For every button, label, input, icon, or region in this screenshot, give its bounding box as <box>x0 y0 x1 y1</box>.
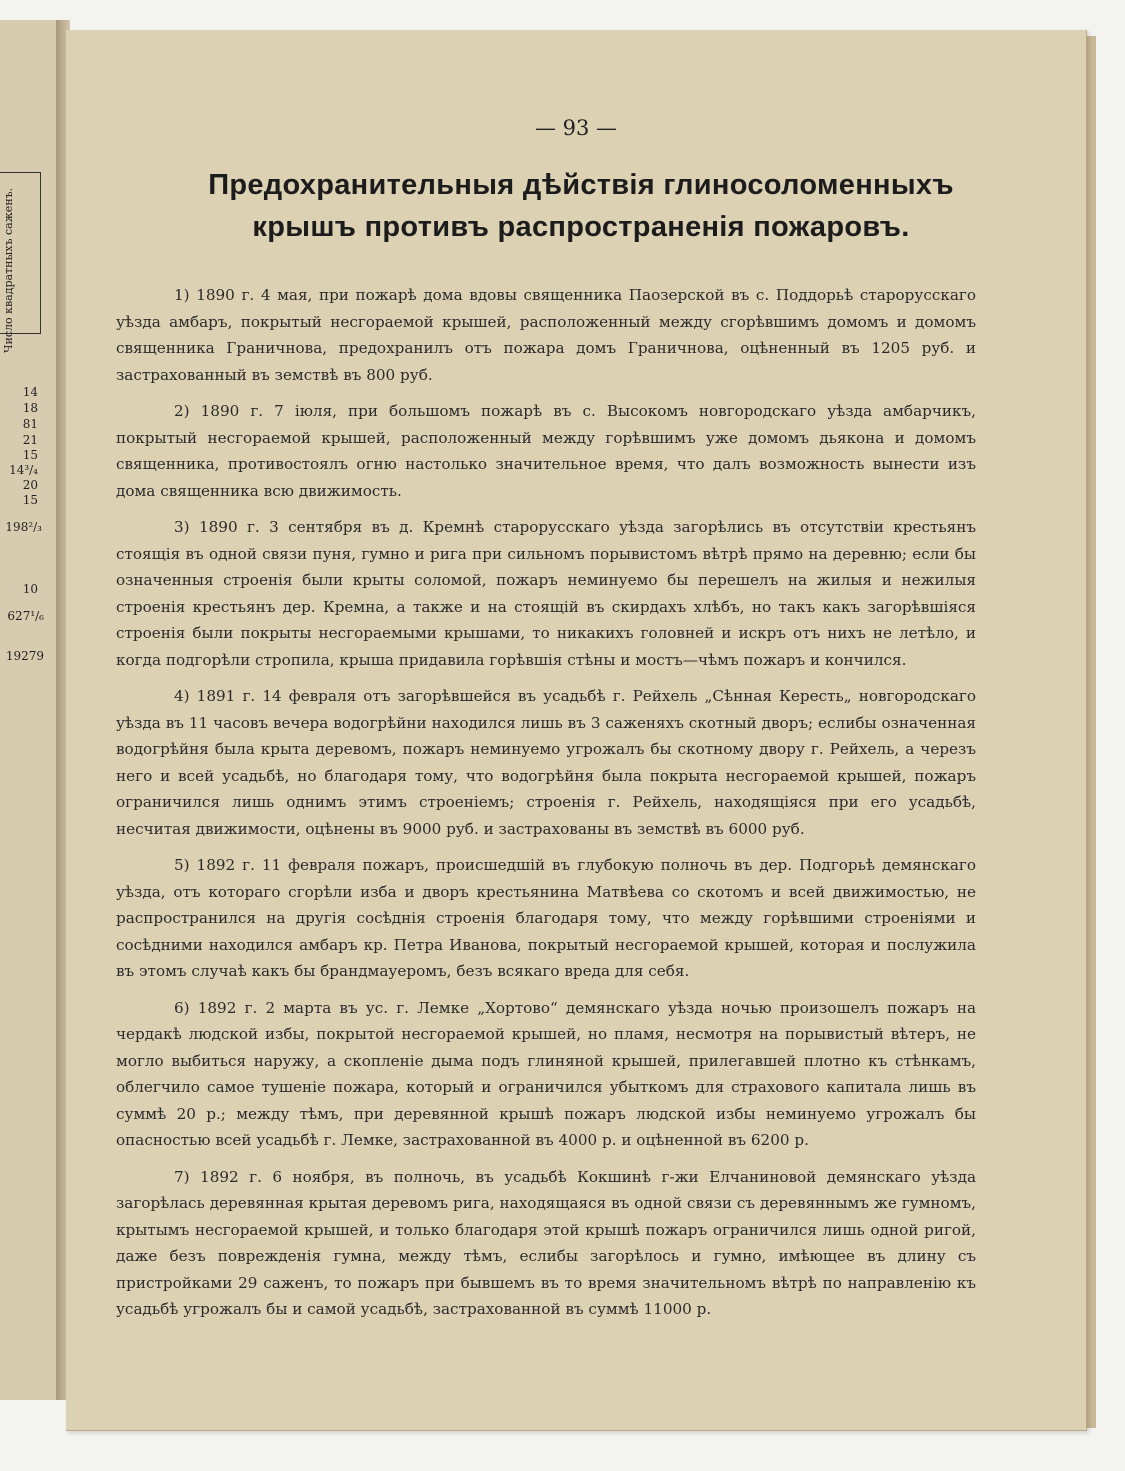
left-page-fragment <box>0 20 62 1400</box>
paragraph-3: 3) 1890 г. 3 сентября въ д. Кремнѣ старорусскаго уѣзда загорѣлись въ отсутствіи крестьянъ стоящія въ одной связи пуня, гумно и рига при сильномъ порывистомъ вѣтрѣ прямо на деревню; если бы означенныя строенія были крыты соломой, пожаръ неминуемо бы перешелъ на жилыя и нежилыя строенія крестьянъ дер. Кремна, а также и на стоящій въ скирдахъ хлѣбъ, но такъ какъ загорѣвшіяся строенія были покрыты несгораемыми крышами, то никакихъ головней и искръ отъ нихъ не летѣло, и когда подгорѣли стропила, крыша придавила горѣвшія стѣны и мостъ—чѣмъ пожаръ и кончился. <box>116 518 976 669</box>
paragraph-2: 2) 1890 г. 7 іюля, при большомъ пожарѣ въ с. Высокомъ новгородскаго уѣзда амбарчикъ, покрытый несгораемой крышей, расположенный между горѣвшимъ уже домомъ дьякона и домомъ священника, противостоялъ огню настолько значительное время, что далъ возможность вынести изъ дома священника всю движимость. <box>116 402 976 500</box>
page-title: Предохранительныя дѣйствія глиносоломенныхъ крышъ противъ распространенія пожаровъ. <box>208 169 954 243</box>
left-number: 14³/₄ <box>9 463 38 477</box>
left-number: 14 <box>22 385 38 399</box>
left-number: 10 <box>22 582 38 596</box>
left-number: 15 <box>22 493 38 507</box>
left-column-header <box>0 172 41 353</box>
page-edge <box>1086 36 1096 1428</box>
paragraph-7: 7) 1892 г. 6 ноября, въ полночь, въ усадьбѣ Кокшинѣ г-жи Елчаниновой демянскаго уѣзда загорѣлась деревянная крытая деревомъ рига, находящаяся въ одной связи съ деревяннымъ же гумномъ, крытымъ несгораемой крышей, и только благодаря этой крышѣ пожаръ ограничился лишь одной ригой, даже безъ поврежденія гумна, между тѣмъ, еслибы загорѣлось и гумно, имѣющее въ длину съ пристройками 29 саженъ, то пожаръ при бывшемъ въ то время значительномъ вѣтрѣ по направленію къ усадьбѣ угрожалъ бы и самой усадьбѣ, застрахованной въ суммѣ 11000 р. <box>116 1167 976 1318</box>
page-number: — 93 — <box>534 116 618 140</box>
left-number: 19279 <box>5 649 44 663</box>
left-number: 15 <box>22 448 38 462</box>
left-number: 81 <box>22 417 38 431</box>
body-text <box>116 282 976 1333</box>
left-number: 20 <box>22 478 38 492</box>
paragraph-4: 4) 1891 г. 14 февраля отъ загорѣвшейся въ усадьбѣ г. Рейхель „Сѣнная Кересть„ новгородскаго уѣзда въ 11 часовъ вечера водогрѣйни находился лишь въ 3 саженяхъ скотный дворъ; еслибы означенная водогрѣйня была крыта деревомъ, пожаръ неминуемо угрожалъ бы скотному двору г. Рейхель, а черезъ него и всей усадьбѣ, но благодаря тому, что водогрѣйня была покрыта несгораемой крышей, пожаръ ограничился лишь однимъ этимъ строеніемъ; строенія г. Рейхель, находящіяся при его усадьбѣ, несчитая движимости, оцѣнены въ 9000 руб. и застрахованы въ земствѣ въ 6000 руб. <box>116 687 976 838</box>
paragraph-5: 5) 1892 г. 11 февраля пожаръ, происшедшій въ глубокую полночь въ дер. Подгорьѣ демянскаго уѣзда, отъ котораго сгорѣли изба и дворъ крестьянина Матвѣева со скотомъ и всей движимостью, не распространился на другія сосѣднія строенія благодаря тому, что между горѣвшими строеніями и сосѣдними находился амбаръ кр. Петра Иванова, покрытый несгораемой крышей, которая и послужила въ этомъ случаѣ какъ бы брандмауеромъ, безъ всякаго вреда для себя. <box>116 856 976 980</box>
paragraph-6: 6) 1892 г. 2 марта въ ус. г. Лемке „Хортово“ демянскаго уѣзда ночью произошелъ пожаръ на чердакѣ людской избы, покрытой несгораемой крышей, но пламя, несмотря на порывистый вѣтеръ, не могло выбиться наружу, а скопленіе дыма подъ глиняной крышей, прилегавшей плотно къ стѣнкамъ, облегчило самое тушеніе пожара, который и ограничился убыткомъ для страхового капитала лишь въ суммѣ 20 р.; между тѣмъ, при деревянной крышѣ пожаръ людской избы неминуемо угрожалъ бы опасностью всей усадьбѣ г. Лемке, застрахованной въ 4000 р. и оцѣненной въ 6200 р. <box>116 998 976 1149</box>
paragraph-1: 1) 1890 г. 4 мая, при пожарѣ дома вдовы священника Паозерской въ с. Поддорьѣ старорусскаго уѣзда амбаръ, покрытый несгораемой крышей, расположенный между сгорѣвшимъ домомъ и домомъ священника Граничнова, предохранилъ отъ пожара домъ Граничнова, оцѣненный въ 1205 руб. и застрахованный въ земствѣ въ 800 руб. <box>116 286 976 384</box>
left-column-header-text: Число квадратныхъ саженъ. <box>2 187 15 353</box>
left-number: 18 <box>22 401 38 415</box>
left-number: 21 <box>22 433 38 447</box>
book-page <box>66 30 1087 1431</box>
left-number: 198²/₃ <box>5 520 42 534</box>
left-number: 627¹/₆ <box>7 609 44 623</box>
